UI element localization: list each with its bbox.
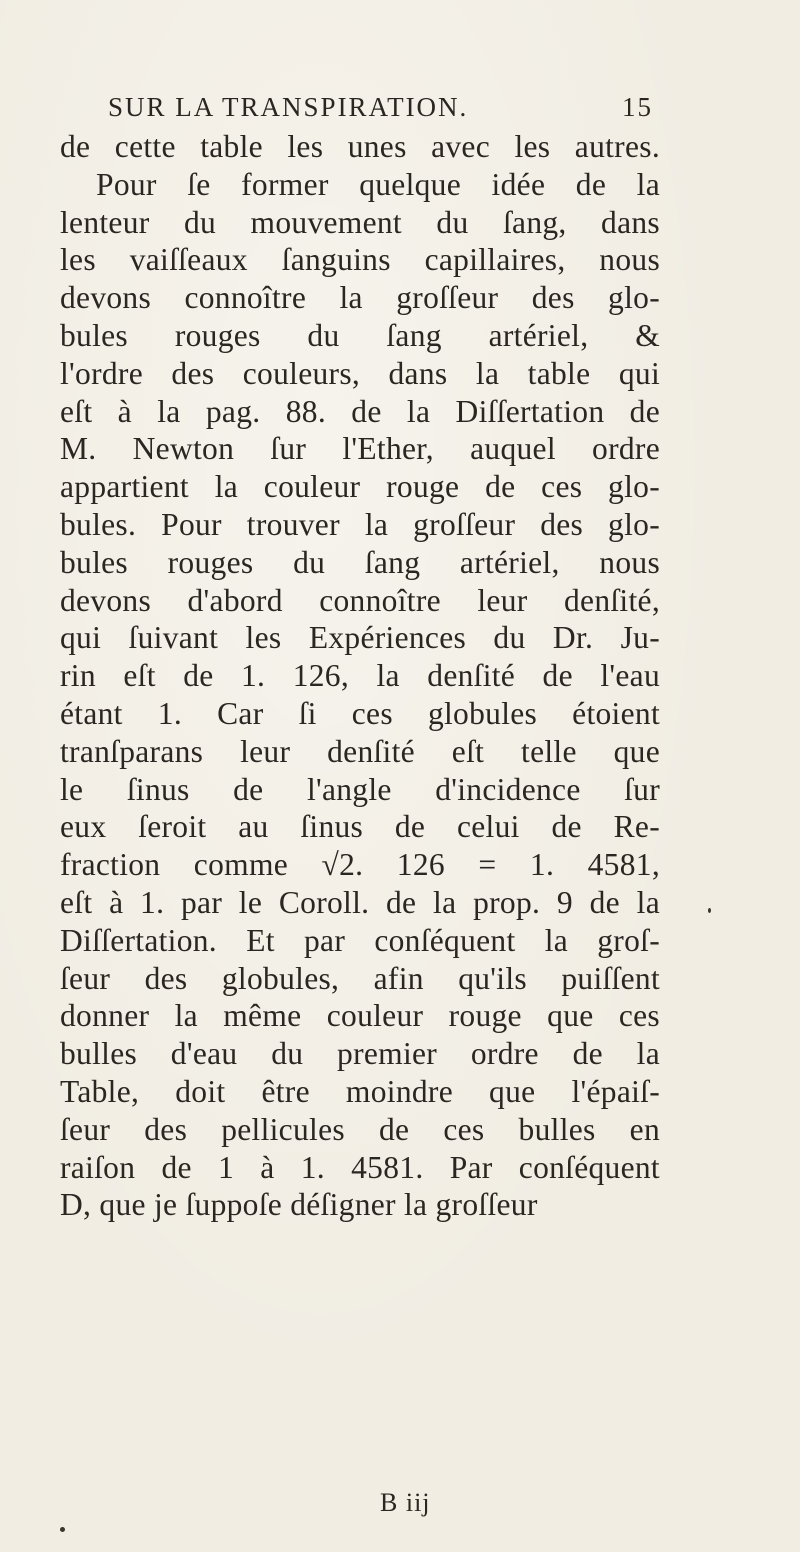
ink-speck (708, 908, 711, 913)
signature-mark: B iij (380, 1488, 431, 1517)
text-line: eſt à la pag. 88. de la Diſſertation de (60, 393, 660, 429)
running-head (108, 92, 653, 132)
text-line: bules rouges du ſang artériel, & (60, 317, 660, 353)
text-line: Diſſertation. Et par conſéquent la groſ- (60, 922, 660, 958)
text-line: ſeur des pellicules de ces bulles en (60, 1111, 660, 1147)
text-line: raiſon de 1 à 1. 4581. Par conſéquent (60, 1149, 660, 1185)
text-line: donner la même couleur rouge que ces (60, 998, 660, 1034)
running-title: SUR LA TRANSPIRATION. (108, 92, 469, 122)
body-text (60, 128, 660, 1224)
text-line: bulles d'eau du premier ordre de la (60, 1036, 660, 1072)
text-line: devons connoître la groſſeur des glo- (60, 280, 660, 316)
text-line: qui ſuivant les Expériences du Dr. Ju- (60, 620, 660, 656)
text-line: de cette table les unes avec les autres. (60, 129, 660, 164)
text-line: eſt à 1. par le Coroll. de la prop. 9 de la (60, 884, 660, 920)
text-line: rin eſt de 1. 126, la denſité de l'eau (60, 658, 660, 694)
text-line: Table, doit être moindre que l'épaiſ- (60, 1073, 660, 1109)
text-line: tranſparans leur denſité eſt telle que (60, 733, 660, 769)
text-line: bules. Pour trouver la groſſeur des glo- (60, 506, 660, 542)
text-line: l'ordre des couleurs, dans la table qui (60, 355, 660, 391)
text-line: appartient la couleur rouge de ces glo- (60, 469, 660, 505)
ink-speck (60, 1527, 65, 1532)
text-line: D, que je ſuppoſe déſigner la groſſeur (60, 1187, 538, 1223)
text-line: devons d'abord connoître leur denſité, (60, 582, 660, 618)
text-line: eux ſeroit au ſinus de celui de Re- (60, 809, 660, 845)
text-line: ſeur des globules, afin qu'ils puiſſent (60, 960, 660, 996)
text-line: étant 1. Car ſi ces globules étoient (60, 695, 660, 731)
text-line: M. Newton ſur l'Ether, auquel ordre (60, 431, 660, 467)
text-line: le ſinus de l'angle d'incidence ſur (60, 771, 660, 807)
text-line: bules rouges du ſang artériel, nous (60, 544, 660, 580)
page-number: 15 (622, 92, 653, 122)
text-line: les vaiſſeaux ſanguins capillaires, nous (60, 242, 660, 278)
text-line: fraction comme √2. 126 = 1. 4581, (60, 847, 660, 883)
text-line: Pour ſe former quelque idée de la (96, 166, 660, 202)
text-line: lenteur du mouvement du ſang, dans (60, 204, 660, 240)
